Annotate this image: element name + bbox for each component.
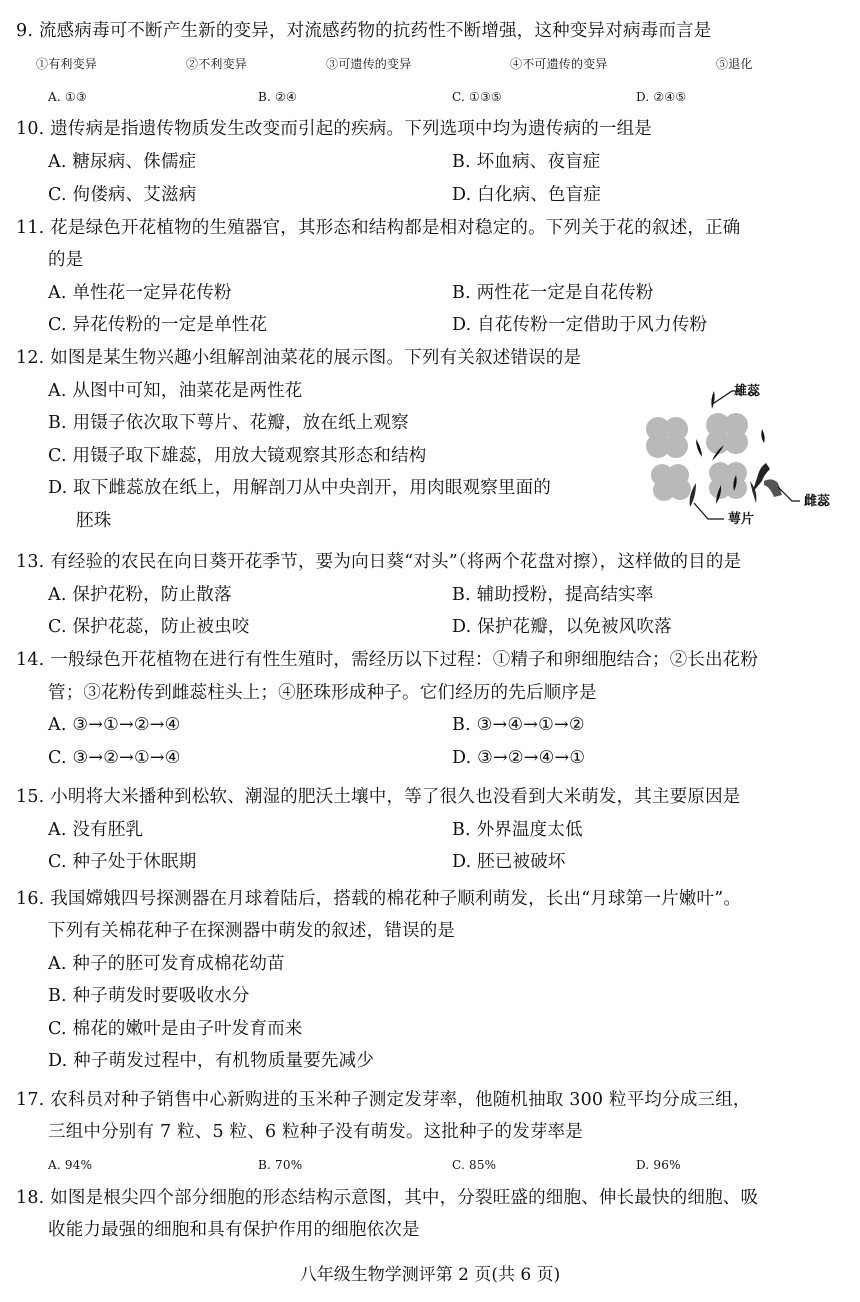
q9-stem: 9. 流感病毒可不断产生新的变异，对流感药物的抗药性不断增强，这种变异对病毒而言是: [16, 21, 712, 41]
q15-stem: 15. 小明将大米播种到松软、潮湿的肥沃土壤中，等了很久也没看到大米萌发，其主要原因是: [16, 787, 741, 807]
q10-option-c: C. 佝偻病、艾滋病: [48, 185, 197, 205]
q13-option-c: C. 保护花蕊，防止被虫咬: [48, 617, 250, 637]
label-stamen: 雄蕊: [734, 384, 761, 399]
label-pistil: 雌蕊: [804, 494, 831, 509]
q10-option-d: D. 白化病、色盲症: [452, 185, 602, 205]
q11-option-d: D. 自花传粉一定借助于风力传粉: [452, 315, 708, 335]
q18-stem-line2: 收能力最强的细胞和具有保护作用的细胞依次是: [48, 1220, 420, 1240]
rapeseed-flower-figure: [624, 379, 856, 527]
q13-option-a: A. 保护花粉，防止散落: [48, 585, 232, 605]
q13-option-b: B. 辅助授粉，提高结实率: [452, 585, 654, 605]
q9-option-c: C. ①③⑤: [452, 90, 502, 104]
q10-option-b: B. 坏血病、夜盲症: [452, 152, 601, 172]
q9-option-b: B. ②④: [258, 90, 297, 104]
q9-item-2: ②不利变异: [186, 57, 248, 71]
q13-option-d: D. 保护花瓣，以免被风吹落: [452, 617, 672, 637]
q12-option-d-cont: 胚珠: [76, 511, 112, 531]
q17-option-b: B. 70%: [258, 1158, 303, 1172]
q16-option-a: A. 种子的胚可发育成棉花幼苗: [48, 954, 285, 974]
q15-option-d: D. 胚已被破坏: [452, 852, 566, 872]
q16-option-d: D. 种子萌发过程中，有机物质量要先减少: [48, 1051, 375, 1071]
q12-stem: 12. 如图是某生物兴趣小组解剖油菜花的展示图。下列有关叙述错误的是: [16, 348, 582, 368]
q11-option-b: B. 两性花一定是自花传粉: [452, 283, 654, 303]
q11-option-a: A. 单性花一定异花传粉: [48, 283, 232, 303]
q15-option-c: C. 种子处于休眠期: [48, 852, 197, 872]
q17-stem-line2: 三组中分别有 7 粒、5 粒、6 粒种子没有萌发。这批种子的发芽率是: [48, 1122, 583, 1142]
q9-item-3: ③可遗传的变异: [326, 57, 412, 71]
q14-option-d: D. ③→②→④→①: [452, 748, 586, 768]
q16-stem-line2: 下列有关棉花种子在探测器中萌发的叙述，错误的是: [48, 921, 456, 941]
q15-option-a: A. 没有胚乳: [48, 820, 144, 840]
q18-stem-line1: 18. 如图是根尖四个部分细胞的形态结构示意图，其中，分裂旺盛的细胞、伸长最快的细胞、吸: [16, 1188, 759, 1208]
q14-stem-line1: 14. 一般绿色开花植物在进行有性生殖时，需经历以下过程：①精子和卵细胞结合；②长出花粉: [16, 650, 759, 670]
q10-stem: 10. 遗传病是指遗传物质发生改变而引起的疾病。下列选项中均为遗传病的一组是: [16, 119, 652, 139]
q9-option-a: A. ①③: [48, 90, 87, 104]
q12-option-c: C. 用镊子取下雄蕊，用放大镜观察其形态和结构: [48, 446, 427, 466]
q12-option-a: A. 从图中可知，油菜花是两性花: [48, 381, 303, 401]
q17-stem-line1: 17. 农科员对种子销售中心新购进的玉米种子测定发芽率，他随机抽取 300 粒平均分成三组，: [16, 1090, 751, 1110]
q11-stem-line1: 11. 花是绿色开花植物的生殖器官，其形态和结构都是相对稳定的。下列关于花的叙述，正确: [16, 218, 741, 238]
q11-stem-line2: 的是: [48, 250, 84, 270]
q16-option-b: B. 种子萌发时要吸收水分: [48, 986, 250, 1006]
petals: [646, 413, 748, 501]
q9-item-4: ④不可遗传的变异: [510, 57, 608, 71]
q9-item-1: ①有利变异: [36, 57, 98, 71]
page-footer: 八年级生物学测评第 2 页(共 6 页): [299, 1265, 561, 1285]
q10-option-a: A. 糖尿病、侏儒症: [48, 152, 197, 172]
q14-option-c: C. ③→②→①→④: [48, 748, 181, 768]
label-sepal: 萼片: [728, 512, 755, 527]
q12-option-d: D. 取下雌蕊放在纸上，用解剖刀从中央剖开，用肉眼观察里面的: [48, 478, 552, 498]
q12-option-b: B. 用镊子依次取下萼片、花瓣，放在纸上观察: [48, 413, 409, 433]
q11-option-c: C. 异花传粉的一定是单性花: [48, 315, 268, 335]
q14-option-b: B. ③→④→①→②: [452, 715, 585, 735]
q9-option-d: D. ②④⑤: [636, 90, 687, 104]
q17-option-a: A. 94%: [48, 1158, 93, 1172]
q16-stem-line1: 16. 我国嫦娥四号探测器在月球着陆后，搭载的棉花种子顺利萌发，长出“月球第一片嫩叶”。: [16, 889, 742, 909]
pistil: [752, 463, 782, 497]
q15-option-b: B. 外界温度太低: [452, 820, 583, 840]
q17-option-c: C. 85%: [452, 1158, 497, 1172]
q9-item-5: ⑤退化: [716, 57, 753, 71]
q14-option-a: A. ③→①→②→④: [48, 715, 181, 735]
q16-option-c: C. 棉花的嫩叶是由子叶发育而来: [48, 1019, 303, 1039]
q13-stem: 13. 有经验的农民在向日葵开花季节，要为向日葵“对头”（将两个花盘对擦），这样做的目的是: [16, 552, 742, 572]
q17-option-d: D. 96%: [636, 1158, 681, 1172]
q14-stem-line2: 管；③花粉传到雌蕊柱头上；④胚珠形成种子。它们经历的先后顺序是: [48, 683, 597, 703]
